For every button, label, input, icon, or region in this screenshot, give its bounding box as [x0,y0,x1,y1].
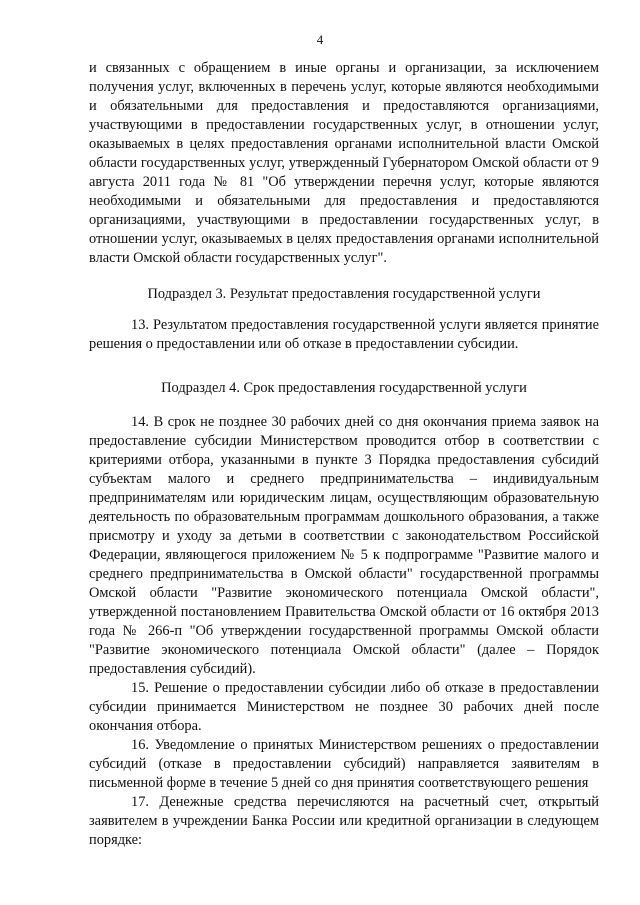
paragraph-16: 16. Уведомление о принятых Министерством решениях о предоставлении субсидий (отказе в предоставлении субсидий) направляется заявителям в письменной форме в течение 5 дней со дня принятия соответствующего решения [89,737,599,791]
paragraph-text: и связанных с обращением в иные органы и организации, за исключением получения услуг, включенных в перечень услуг, которые являются необходимыми и обязательными для предоставления и предоставляются организациями, участвующими в предоставлении государственных услуг, в отношении услуг, оказываемых в целях предоставления органами исполнительной власти Омской области государственных услуг, утвержденный Губернатором Омской области от 9 августа 2011 года № 81 "Об утверждении перечня услуг, которые являются необходимыми и обязательными для предоставления и предоставляются организациями, участвующими в предоставлении государственных услуг, в отношении услуг, оказываемых в целях предоставления органами исполнительной власти Омской области государственных услуг". [89,60,599,266]
paragraph-15: 15. Решение о предоставлении субсидии либо об отказе в предоставлении субсидии принимается Министерством не позднее 30 рабочих дней после окончания отбора. [89,680,599,734]
page-number: 4 [316,32,324,47]
paragraph-text: 13. Результатом предоставления государственной услуги является принятие решения о предоставлении или об отказе в предоставлении субсидии. [89,317,599,352]
subsection-3-heading: Подраздел 3. Результат предоставления государственной услуги [147,286,541,302]
paragraph-text: 14. В срок не позднее 30 рабочих дней со дня окончания приема заявок на предоставление субсидии Министерством проводится отбор в соответствии с критериями отбора, указанными в пункте 3 Порядка предоставления субсидий субъектам малого и среднего предпринимательства – индивидуальным предпринимателям или юридическим лицам, осуществляющим образовательную деятельность по образовательным программам дошкольного образования, а также присмотру и уходу за детьми в соответствии с законодательством Российской Федерации, являющегося приложением № 5 к подпрограмме "Развитие малого и среднего предпринимательства в Омской области" государственной программы Омской области "Развитие экономического потенциала Омской области", утвержденной постановлением Правительства Омской области от 16 октября 2013 года № 266-п "Об утверждении государственной программы Омской области "Развитие экономического потенциала Омской области" (далее – Порядок предоставления субсидий). [89,414,599,677]
paragraph-14 [89,413,599,850]
paragraph-continuation [89,59,599,268]
subsection-4-heading: Подраздел 4. Срок предоставления государственной услуги [161,380,527,396]
paragraph-13 [89,316,599,354]
paragraph-17: 17. Денежные средства перечисляются на расчетный счет, открытый заявителем в учреждении Банка России или кредитной организации в следующем порядке: [89,794,599,848]
